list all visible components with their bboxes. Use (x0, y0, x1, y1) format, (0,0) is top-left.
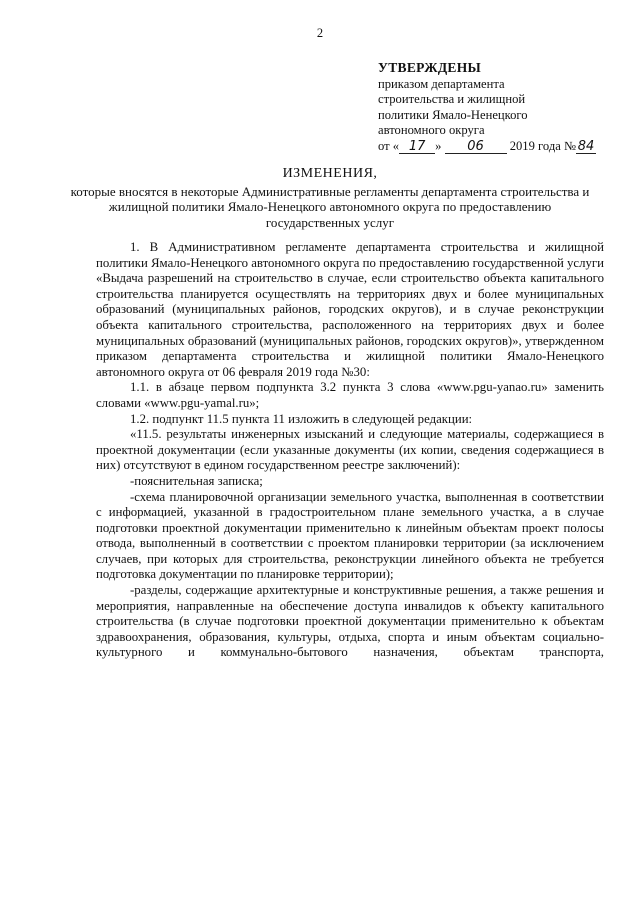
paragraph: -разделы, содержащие архитектурные и конструктивные решения, а также решения и мероприятия, направленные на обеспечение доступа инвалидов к объекту капитального строительства (в случае подготовки проектной документации применительно к объектам здравоохранения, образования, культуры, отдыха, спорта и иным объектам социально-культурного и коммунально-бытового назначения, объектам транспорта, (96, 583, 604, 660)
approval-title: УТВЕРЖДЕНЫ (378, 60, 482, 75)
date-day-suffix: » (435, 138, 442, 153)
handwritten-month: 06 (445, 140, 507, 154)
paragraph: 1. В Административном регламенте департамента строительства и жилищной политики Ямало-Ненецкого автономного округа по предоставлению государственной услуги «Выдача разрешений на строительство в случае, если строительство объекта капитального строительства планируется осуществлять на территориях двух и более муниципальных образований (муниципальных районов, городских округов), и в случае реконструкции объекта капитального строительства, расположенного на территориях двух и более муниципальных образований (муниципальных районов, городских округов)», утвержденном приказом департамента строительства и жилищной политики Ямало-Ненецкого автономного округа от 06 февраля 2019 года №30: (96, 240, 604, 379)
handwritten-day: 17 (399, 140, 435, 154)
date-year-text: 2019 года № (509, 138, 576, 153)
heading-subtitle: которые вносятся в некоторые Административные регламенты департамента строительства и жилищной политики Ямало-Ненецкого автономного округа по предоставлению государственных услуг (70, 183, 590, 230)
approval-block (378, 60, 628, 154)
paragraph: «11.5. результаты инженерных изысканий и следующие материалы, содержащиеся в проектной документации (если указанные документы (их копии, сведения содержащиеся в них) отсутствуют в едином государственном реестре заключений): (96, 427, 604, 473)
approval-date-line (378, 139, 628, 155)
approval-line: строительства и жилищной (378, 92, 526, 106)
approval-line: приказом департамента (378, 76, 505, 91)
handwritten-order-number: 84 (577, 138, 595, 154)
paragraph: -схема планировочной организации земельного участка, выполненная в соответствии с информацией, указанной в градостроительном плане земельного участка, а в случае подготовки проектной документации применительно к линейным объектам проект полосы отвода, выполненный в соответствии с проектом планировки территории (за исключением случаев, при которых для строительства, реконструкции линейного объекта не требуется подготовка документации по планировке территории); (96, 489, 604, 582)
date-prefix: от « (378, 138, 400, 153)
heading-title: ИЗМЕНЕНИЯ, (282, 166, 378, 181)
paragraph: 1.2. подпункт 11.5 пункта 11 изложить в следующей редакции: (130, 411, 473, 426)
paragraph: -пояснительная записка; (130, 473, 263, 488)
approval-line: автономного округа (378, 123, 485, 137)
document-heading (60, 166, 600, 230)
page-number: 2 (316, 26, 324, 40)
approval-line: политики Ямало-Ненецкого (378, 107, 528, 122)
paragraph: 1.1. в абзаце первом подпункта 3.2 пункта 3 слова «www.pgu-yanao.ru» заменить словами «www.pgu-yamal.ru»; (96, 380, 604, 410)
document-body (96, 240, 604, 661)
